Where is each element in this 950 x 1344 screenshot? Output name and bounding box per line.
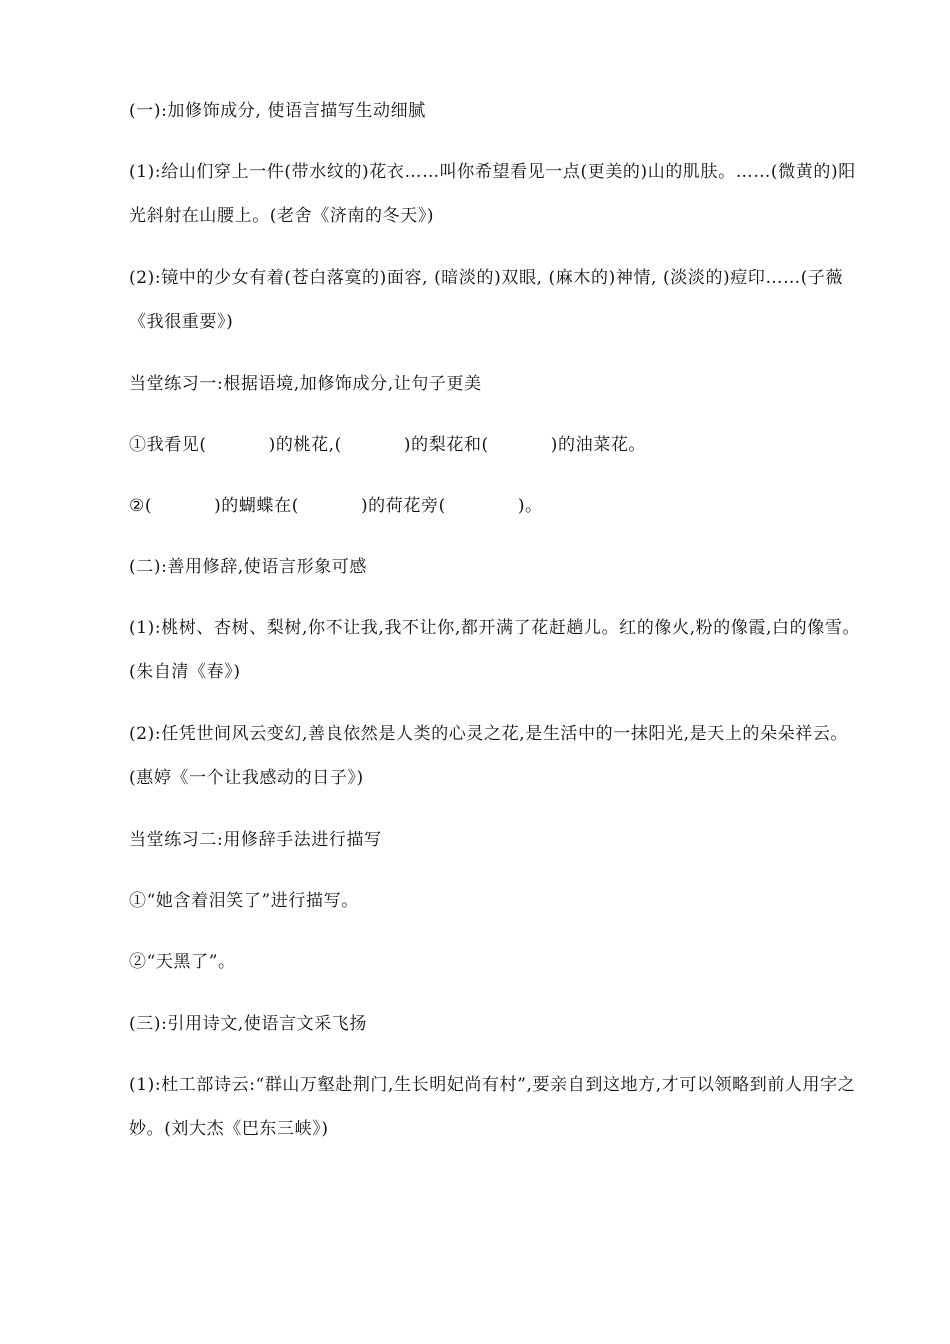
fill-in-blank [446,510,518,511]
section-1-example-1: (1):给山们穿上一件(带水纹的)花衣……叫你希望看见一点(更美的)山的肌肤。……(微黄的)阳光斜射在山腰上。(老舍《济南的冬天》) [129,162,856,226]
section-3-example-1: (1):杜工部诗云:“群山万壑赴荆门,生长明妃尚有村”,要亲自到这地方,才可以领略到前人用字之妙。(刘大杰《巴东三峡》) [129,1075,856,1139]
practice-1-item-2-part-4: )。 [517,496,543,516]
practice-1-item-1-part-1: ①我看见( [129,435,207,455]
practice-1-item-1 [129,423,867,467]
practice-1-item-2-part-1: ②( [129,496,153,516]
practice-1-item-2-part-2: )的蝴蝶在( [214,496,299,516]
practice-2-item-2: ②“天黑了”。 [129,952,236,972]
fill-in-blank [489,449,551,450]
practice-1-item-1-part-4: )的油菜花。 [550,435,647,455]
practice-1-item-2 [129,484,867,528]
practice-2-item-1: ①“她含着泪笑了”进行描写。 [129,891,359,911]
practice-1-item-1-part-3: )的梨花和( [403,435,489,455]
practice-1-item-2-part-3: )的荷花旁( [360,496,446,516]
fill-in-blank [299,510,361,511]
section-2-example-2: (2):任凭世间风云变幻,善良依然是人类的心灵之花,是生活中的一抹阳光,是天上的朵朵祥云。(惠婷《一个让我感动的日子》) [129,724,849,788]
section-1-example-2: (2):镜中的少女有着(苍白落寞的)面容, (暗淡的)双眼, (麻木的)神情, (淡淡的)痘印……(子薇《我很重要》) [129,268,844,332]
section-3-heading: (三):引用诗文,使语言文采飞扬 [129,1014,367,1034]
fill-in-blank [207,449,269,450]
fill-in-blank [152,510,214,511]
section-2-heading: (二):善用修辞,使语言形象可感 [129,557,367,577]
section-2-example-1: (1):桃树、杏树、梨树,你不让我,我不让你,都开满了花赶趟儿。红的像火,粉的像霞,白的像雪。(朱自清《春》) [129,618,861,682]
practice-2-heading: 当堂练习二:用修辞手法进行描写 [129,830,382,850]
practice-1-item-1-part-2: )的桃花,( [268,435,342,455]
fill-in-blank [342,449,404,450]
section-1-heading: (一):加修饰成分, 使语言描写生动细腻 [129,101,426,121]
practice-1-heading: 当堂练习一:根据语境,加修饰成分,让句子更美 [129,374,482,394]
